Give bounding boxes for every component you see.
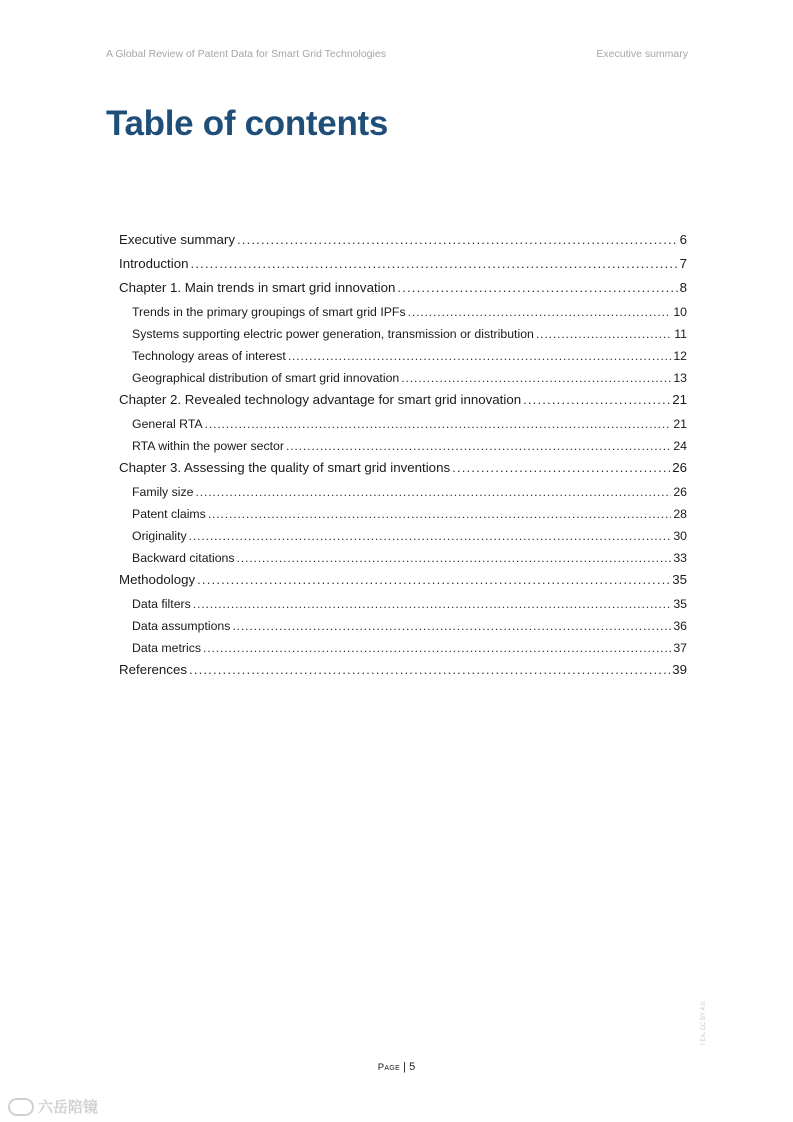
toc-dot-leader [205, 413, 672, 435]
toc-dot-leader [203, 637, 671, 659]
toc-entry-title[interactable]: Chapter 2. Revealed technology advantage for smart grid innovation [119, 392, 522, 407]
watermark-text: 六岳陪镜 [38, 1099, 99, 1116]
toc-entry-page[interactable]: 7 [679, 256, 687, 271]
toc-dot-leader [189, 659, 670, 681]
toc-entry[interactable] [119, 323, 687, 345]
toc-entry[interactable] [119, 435, 687, 457]
toc-entry[interactable] [119, 503, 687, 525]
toc-entry[interactable] [119, 229, 687, 253]
toc-entry-title[interactable]: Trends in the primary groupings of smart grid IPFs [132, 305, 406, 319]
table-of-contents [119, 229, 687, 683]
toc-entry[interactable] [119, 413, 687, 435]
toc-entry[interactable] [119, 345, 687, 367]
toc-dot-leader [401, 367, 671, 389]
page-footer [0, 1061, 793, 1073]
running-header-title: A Global Review of Patent Data for Smart Grid Technologies [106, 48, 386, 60]
toc-entry-title[interactable]: Data filters [132, 597, 191, 611]
toc-entry-page[interactable]: 35 [673, 597, 687, 611]
toc-entry-page[interactable]: 8 [679, 280, 687, 295]
toc-entry-title[interactable]: Backward citations [132, 551, 235, 565]
toc-dot-leader [193, 593, 672, 615]
toc-dot-leader [197, 569, 670, 591]
page-separator: | [403, 1061, 407, 1073]
watermark [8, 1096, 98, 1117]
toc-entry[interactable] [119, 367, 687, 389]
toc-entry[interactable] [119, 481, 687, 503]
toc-dot-leader [288, 345, 672, 367]
toc-entry-page[interactable]: 35 [672, 572, 687, 587]
toc-entry-page[interactable]: 37 [673, 641, 687, 655]
toc-entry[interactable] [119, 593, 687, 615]
toc-entry-page[interactable]: 26 [673, 485, 687, 499]
toc-entry[interactable] [119, 253, 687, 277]
toc-dot-leader [536, 323, 672, 345]
toc-dot-leader [523, 389, 670, 411]
toc-dot-leader [408, 301, 672, 323]
toc-entry[interactable] [119, 277, 687, 301]
toc-entry[interactable] [119, 457, 687, 481]
toc-entry-page[interactable]: 21 [673, 417, 687, 431]
toc-entry-page[interactable]: 26 [672, 460, 687, 475]
page-number: 5 [409, 1061, 416, 1073]
toc-entry[interactable] [119, 637, 687, 659]
toc-entry[interactable] [119, 659, 687, 683]
toc-entry-title[interactable]: Data metrics [132, 641, 202, 655]
running-header [106, 48, 688, 60]
toc-entry-title[interactable]: Systems supporting electric power generation, transmission or distribution [132, 327, 534, 341]
toc-entry-page[interactable]: 39 [672, 662, 687, 677]
toc-entry-title[interactable]: Family size [132, 485, 194, 499]
toc-entry[interactable] [119, 525, 687, 547]
toc-dot-leader [286, 435, 671, 457]
toc-entry[interactable] [119, 547, 687, 569]
license-note: I EA. CC BY 4.0. [701, 1000, 707, 1045]
toc-entry-page[interactable]: 30 [673, 529, 687, 543]
toc-dot-leader [237, 547, 672, 569]
page-label: Page [377, 1062, 401, 1073]
watermark-logo-icon [8, 1098, 34, 1116]
toc-entry[interactable] [119, 301, 687, 323]
toc-entry-page[interactable]: 13 [673, 371, 687, 385]
toc-dot-leader [208, 503, 672, 525]
toc-dot-leader [452, 457, 670, 479]
toc-entry-title[interactable]: Patent claims [132, 507, 206, 521]
toc-dot-leader [190, 253, 677, 275]
toc-entry-title[interactable]: Data assumptions [132, 619, 231, 633]
toc-entry-page[interactable]: 28 [673, 507, 687, 521]
running-header-section: Executive summary [596, 48, 688, 60]
toc-entry-page[interactable]: 21 [672, 392, 687, 407]
toc-entry-title[interactable]: References [119, 662, 187, 677]
toc-entry-title[interactable]: Methodology [119, 572, 196, 587]
toc-entry-page[interactable]: 36 [673, 619, 687, 633]
toc-entry-page[interactable]: 11 [674, 327, 687, 341]
toc-entry-page[interactable]: 33 [673, 551, 687, 565]
toc-dot-leader [232, 615, 671, 637]
toc-dot-leader [189, 525, 672, 547]
toc-entry-title[interactable]: Geographical distribution of smart grid innovation [132, 371, 400, 385]
toc-entry-page[interactable]: 24 [673, 439, 687, 453]
toc-entry-page[interactable]: 12 [673, 349, 687, 363]
toc-dot-leader [397, 277, 677, 299]
toc-dot-leader [196, 481, 672, 503]
toc-entry[interactable] [119, 389, 687, 413]
toc-entry-title[interactable]: RTA within the power sector [132, 439, 284, 453]
page-title: Table of contents [106, 104, 389, 143]
toc-entry[interactable] [119, 569, 687, 593]
toc-entry-title[interactable]: Executive summary [119, 232, 236, 247]
toc-entry-title[interactable]: Chapter 1. Main trends in smart grid innovation [119, 280, 396, 295]
toc-entry-title[interactable]: Technology areas of interest [132, 349, 286, 363]
toc-entry[interactable] [119, 615, 687, 637]
toc-entry-title[interactable]: Introduction [119, 256, 189, 271]
toc-entry-title[interactable]: General RTA [132, 417, 203, 431]
toc-entry-page[interactable]: 6 [679, 232, 687, 247]
toc-entry-title[interactable]: Originality [132, 529, 187, 543]
toc-entry-title[interactable]: Chapter 3. Assessing the quality of smart grid inventions [119, 460, 451, 475]
toc-dot-leader [237, 229, 678, 251]
toc-entry-page[interactable]: 10 [673, 305, 687, 319]
